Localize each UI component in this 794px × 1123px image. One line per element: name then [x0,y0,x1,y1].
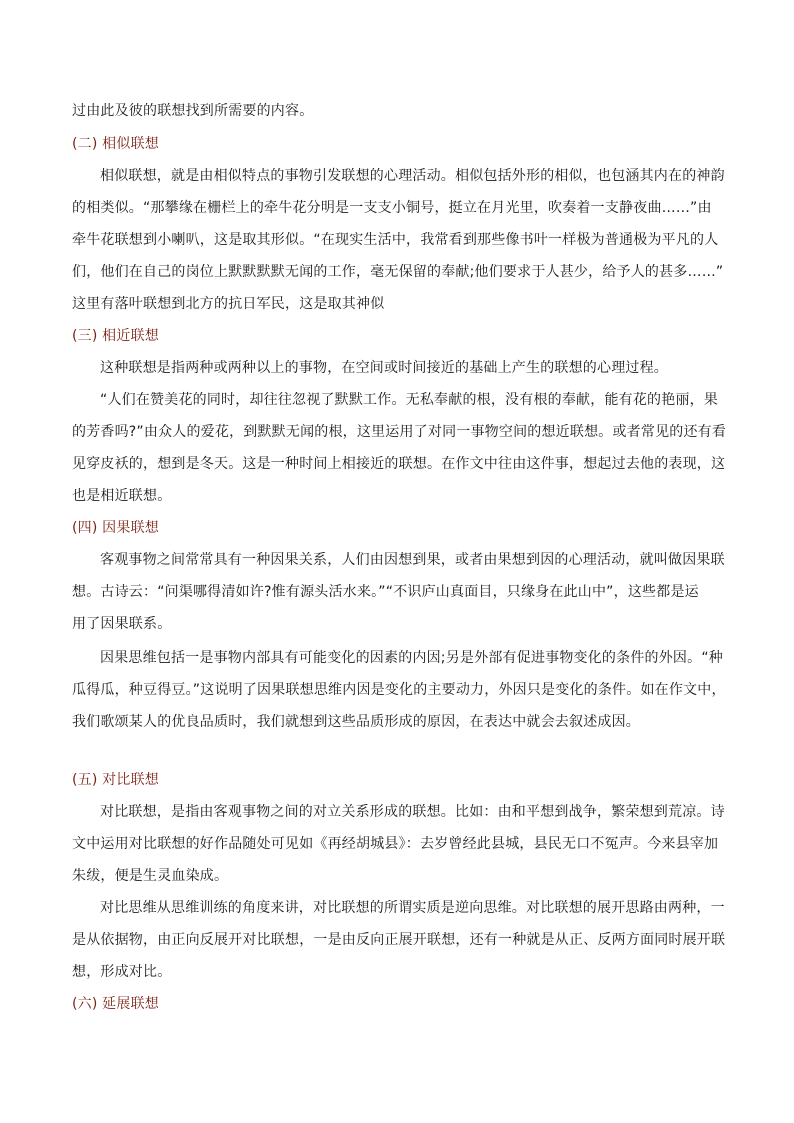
paragraph-line: 是从依据物，由正向反展开对比联想，一是由反向正展开联想，还有一种就是从正、反两方面同时展开联 [72,932,726,948]
paragraph-line: 这里有落叶联想到北方的抗日军民，这是取其神似 [72,296,385,312]
paragraph-line: 我们歌颂某人的优良品质时，我们就想到这些品质形成的原因，在表达中就会去叙述成因。 [72,714,640,730]
paragraph-line: 们，他们在自己的岗位上默默默默无闻的工作，毫无保留的奉献;他们要求于人甚少，给予人的甚多……” [72,264,724,280]
section-heading-similar: (二) 相似联想 [72,136,159,152]
section-heading-contrast: (五) 对比联想 [72,772,159,788]
intro-line: 过由此及彼的联想找到所需要的内容。 [72,103,314,119]
paragraph-line: 的相类似。“那攀缘在栅栏上的牵牛花分明是一支支小铜号，挺立在月光里，吹奏着一支静夜曲……”由 [72,200,712,216]
paragraph-line: 瓜得瓜，种豆得豆。”这说明了因果联想思维内因是变化的主要动力，外因只是变化的条件。如在作文中， [72,682,726,698]
paragraph-line: 的芳香吗?”由众人的爱花，到默默无闻的根，这里运用了对同一事物空间的想近联想。或者常见的还有看 [72,424,727,440]
paragraph-line: 文中运用对比联想的好作品随处可见如《再经胡城县》：去岁曾经此县城，县民无口不冤声。今来县宰加 [72,836,719,852]
paragraph-line: 用了因果联系。 [72,616,172,632]
paragraph-line: 想。古诗云：“问渠哪得清如许?惟有源头活水来。”“不识庐山真面目，只缘身在此山中”，这些都是运 [72,584,699,600]
paragraph-line: 见穿皮袄的，想到是冬天。这是一种时间上相接近的联想。在作文中往由这件事，想起过去他的表现，这 [72,456,726,472]
paragraph-line: 对比思维从思维训练的角度来讲，对比联想的所谓实质是逆向思维。对比联想的展开思路由两种，一 [100,900,725,916]
paragraph-line: 牵牛花联想到小喇叭，这是取其形似。“在现实生活中，我常看到那些像书叶一样极为普通极为平凡的人 [72,232,719,248]
paragraph-line: 相似联想，就是由相似特点的事物引发联想的心理活动。相似包括外形的相似，也包涵其内在的神韵 [100,168,725,184]
section-heading-extension: (六) 延展联想 [72,996,159,1012]
paragraph-line: 客观事物之间常常具有一种因果关系，人们由因想到果，或者由果想到因的心理活动，就叫做因果联 [100,552,725,568]
paragraph-line: “人们在赞美花的同时，却往往忽视了默默工作。无私奉献的根，没有根的奉献，能有花的艳丽，果 [100,392,719,408]
paragraph-line: 朱绂，便是生灵血染成。 [72,868,229,884]
paragraph-line: 想，形成对比。 [72,964,172,980]
paragraph-line: 也是相近联想。 [72,488,172,504]
paragraph-line: 这种联想是指两种或两种以上的事物，在空间或时间接近的基础上产生的联想的心理过程。 [100,360,668,376]
paragraph-line: 对比联想，是指由客观事物之间的对立关系形成的联想。比如：由和平想到战争，繁荣想到荒凉。诗 [100,804,725,820]
section-heading-causal: (四) 因果联想 [72,520,159,536]
paragraph-line: 因果思维包括一是事物内部具有可能变化的因素的内因;另是外部有促进事物变化的条件的外因。“种 [100,650,723,666]
section-heading-proximity: (三) 相近联想 [72,328,159,344]
